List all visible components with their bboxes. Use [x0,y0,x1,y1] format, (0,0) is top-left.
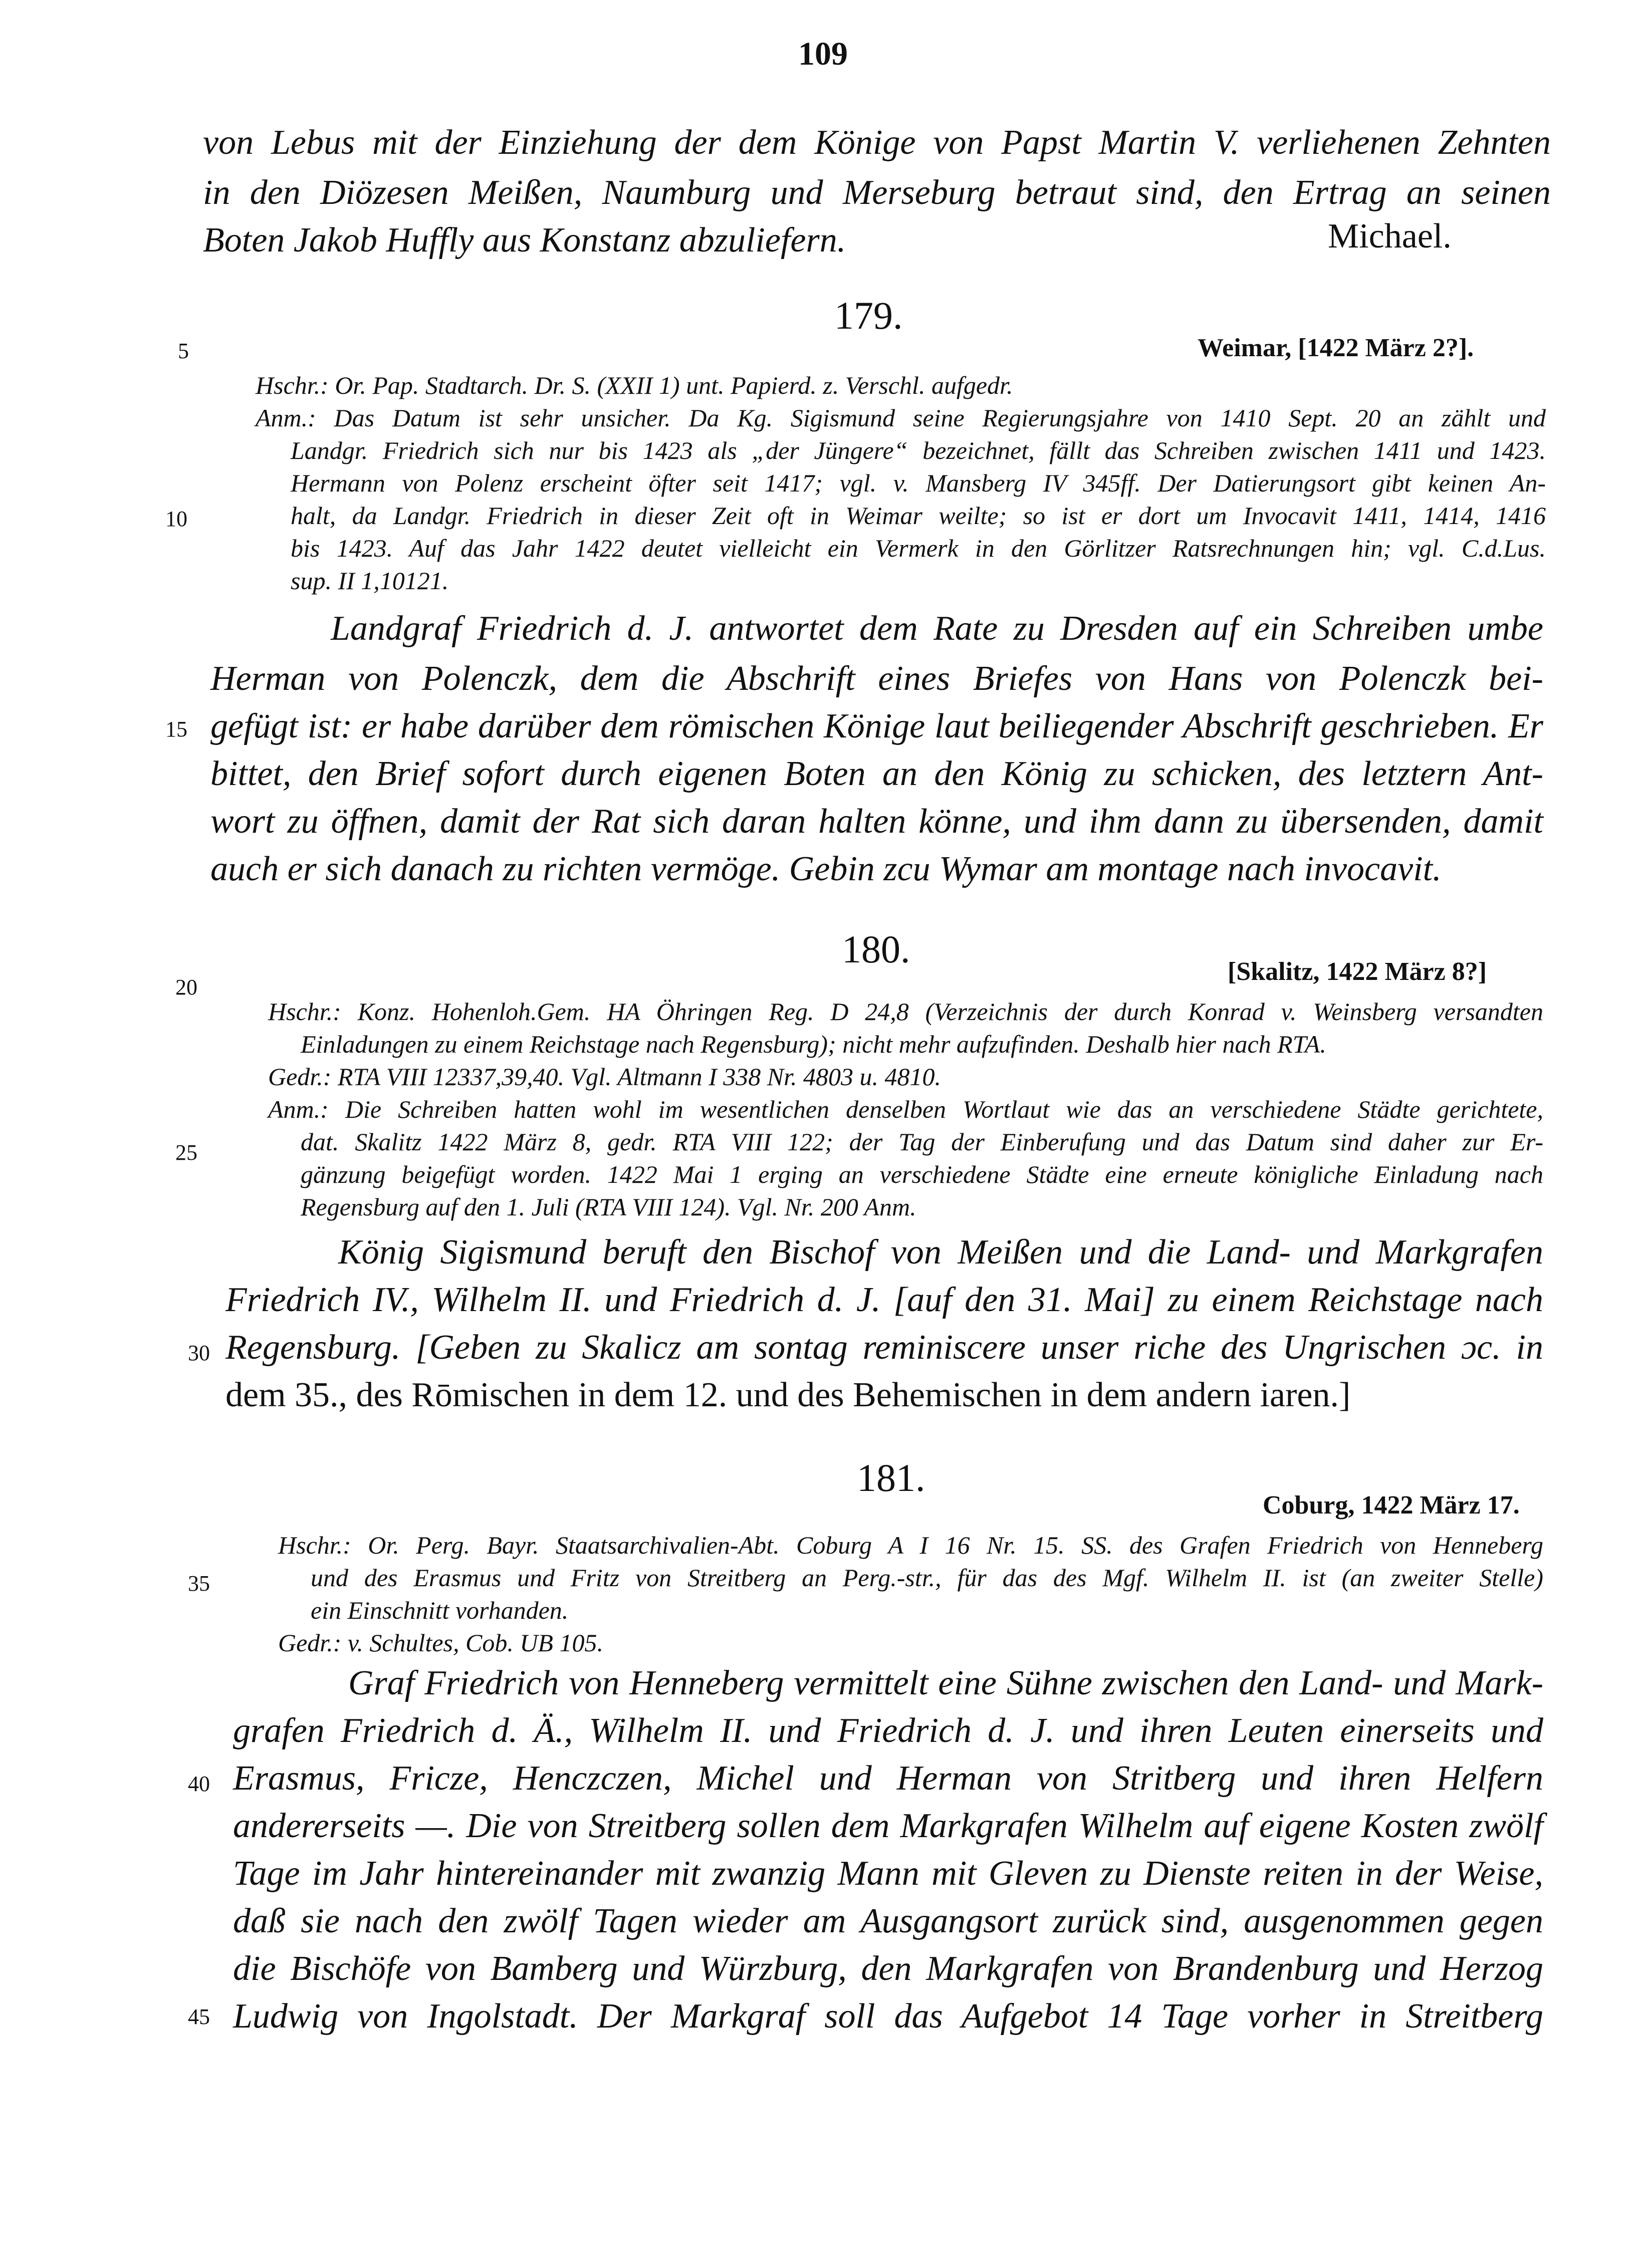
regest-line: gefügt ist: er habe darüber dem römischen Könige laut beiliegender Abschrift geschrieben. Er [210,707,1543,745]
regest-line: andererseits —. Die von Streitberg sollen dem Markgrafen Wilhelm auf eigene Kosten zwölf [233,1807,1543,1845]
page-number: 109 [798,36,848,72]
apparatus-line: bis 1423. Auf das Jahr 1422 deutet vielleicht ein Vermerk in den Görlitzer Ratsrechnungen hin; vgl. C.d.Lus. [291,534,1546,562]
intro-line: Boten Jakob Huffly aus Konstanz abzuliefern. [203,221,846,260]
regest-line: die Bischöfe von Bamberg und Würzburg, den Markgrafen von Brandenburg und Herzog [233,1949,1543,1988]
regest-line: Tage im Jahr hintereinander mit zwanzig Mann mit Gleven zu Dienste reiten in der Weise, [233,1854,1543,1893]
regest-line: Landgraf Friedrich d. J. antwortet dem Rate zu Dresden auf ein Schreiben umbe [331,609,1543,648]
line-number: 30 [188,1341,210,1365]
apparatus-line: Anm.: Die Schreiben hatten wohl im wesentlichen denselben Wortlaut wie das an verschiedene Städte gerichtete, [268,1095,1543,1123]
apparatus-line: und des Erasmus und Fritz von Streitberg an Perg.-str., für das des Mgf. Wilhelm II. ist (an zweiter Stelle) [311,1564,1543,1592]
regest-line: Friedrich IV., Wilhelm II. und Friedrich d. J. [auf den 31. Mai] zu einem Reichstage nach [225,1281,1543,1319]
regest-line: König Sigismund beruft den Bischof von Meißen und die Land- und Markgrafen [338,1233,1543,1272]
regest-line: bittet, den Brief sofort durch eigenen Boten an den König zu schicken, des letztern Ant- [210,754,1543,793]
line-number: 20 [175,975,197,999]
apparatus-line: Hschr.: Or. Pap. Stadtarch. Dr. S. (XXII 1) unt. Papierd. z. Verschl. aufgedr. [256,371,1013,399]
regest-line: auch er sich danach zu richten vermöge. Gebin zcu Wymar am montage nach invocavit. [210,850,1442,888]
apparatus-line: Einladungen zu einem Reichstage nach Regensburg); nicht mehr aufzufinden. Deshalb hier nach RTA. [301,1030,1326,1058]
apparatus-line: ein Einschnitt vorhanden. [311,1596,569,1624]
regest-line: dem 35., des Rōmischen in dem 12. und des Behemischen in dem andern iaren.] [225,1376,1351,1414]
apparatus-line: gänzung beigefügt worden. 1422 Mai 1 erging an verschiedene Städte eine erneute königliche Einladung nach [301,1160,1543,1188]
line-number: 40 [188,1772,210,1796]
apparatus-line: Landgr. Friedrich sich nur bis 1423 als „der Jüngere“ bezeichnet, fällt das Schreiben zwischen 1411 und 1423. [291,436,1546,464]
apparatus-line: halt, da Landgr. Friedrich in dieser Zeit oft in Weimar weilte; so ist er dort um Invocavit 1411, 1414, 1416 [291,501,1546,530]
line-number: 25 [175,1140,197,1165]
entry-number: 179. [834,294,903,337]
line-number: 5 [178,339,189,363]
line-number: 45 [188,2004,210,2029]
apparatus-line: Regensburg auf den 1. Juli (RTA VIII 124). Vgl. Nr. 200 Anm. [301,1193,916,1221]
regest-line: Ludwig von Ingolstadt. Der Markgraf soll das Aufgebot 14 Tage vorher in Streitberg [233,1997,1543,2036]
intro-line: in den Diözesen Meißen, Naumburg und Merseburg betraut sind, den Ertrag an seinen [203,173,1551,212]
regest-line: grafen Friedrich d. Ä., Wilhelm II. und Friedrich d. J. und ihren Leuten einerseits und [233,1711,1543,1750]
entry-dateline: Coburg, 1422 März 17. [1263,1491,1520,1520]
apparatus-line: sup. II 1,10121. [291,567,449,595]
intro-signature: Michael. [1328,217,1452,256]
entry-dateline: Weimar, [1422 März 2?]. [1198,334,1474,362]
apparatus-line: Gedr.: RTA VIII 12337,39,40. Vgl. Altmann I 338 Nr. 4803 u. 4810. [268,1063,942,1091]
regest-line: Herman von Polenczk, dem die Abschrift eines Briefes von Hans von Polenczk bei- [210,659,1543,698]
line-number: 15 [165,717,187,741]
apparatus-line: Hschr.: Konz. Hohenloh.Gem. HA Öhringen Reg. D 24,8 (Verzeichnis der durch Konrad v. Weinsberg versandten [268,997,1543,1026]
regest-line: Regensburg. [Geben zu Skalicz am sontag reminiscere unser riche des Ungrischen ɔc. in [225,1328,1543,1367]
apparatus-line: Anm.: Das Datum ist sehr unsicher. Da Kg. Sigismund seine Regierungsjahre von 1410 Sept. 20 an zählt und [256,404,1546,432]
regest-line: daß sie nach den zwölf Tagen wieder am Ausgangsort zurück sind, ausgenommen gegen [233,1902,1543,1940]
regest-line: Erasmus, Fricze, Henczczen, Michel und Herman von Stritberg und ihren Helfern [233,1759,1543,1798]
entry-number: 180. [842,927,910,971]
line-number: 10 [165,507,187,531]
apparatus-line: Hermann von Polenz erscheint öfter seit 1417; vgl. v. Mansberg IV 345ff. Der Datierungsort gibt keinen An- [291,469,1546,497]
apparatus-line: Gedr.: v. Schultes, Cob. UB 105. [278,1629,603,1657]
intro-line: von Lebus mit der Einziehung der dem Könige von Papst Martin V. verliehenen Zehnten [203,123,1551,162]
entry-number: 181. [857,1456,925,1499]
apparatus-line: dat. Skalitz 1422 März 8, gedr. RTA VIII 122; der Tag der Einberufung und das Datum sind daher zur Er- [301,1128,1543,1156]
apparatus-line: Hschr.: Or. Perg. Bayr. Staatsarchivalien-Abt. Coburg A I 16 Nr. 15. SS. des Grafen Friedrich von Henneberg [278,1531,1543,1559]
entry-dateline: [Skalitz, 1422 März 8?] [1228,957,1487,986]
regest-line: wort zu öffnen, damit der Rat sich daran halten könne, und ihm dann zu übersenden, damit [210,802,1543,841]
line-number: 35 [188,1571,210,1596]
regest-line: Graf Friedrich von Henneberg vermittelt eine Sühne zwischen den Land- und Mark- [348,1664,1543,1702]
